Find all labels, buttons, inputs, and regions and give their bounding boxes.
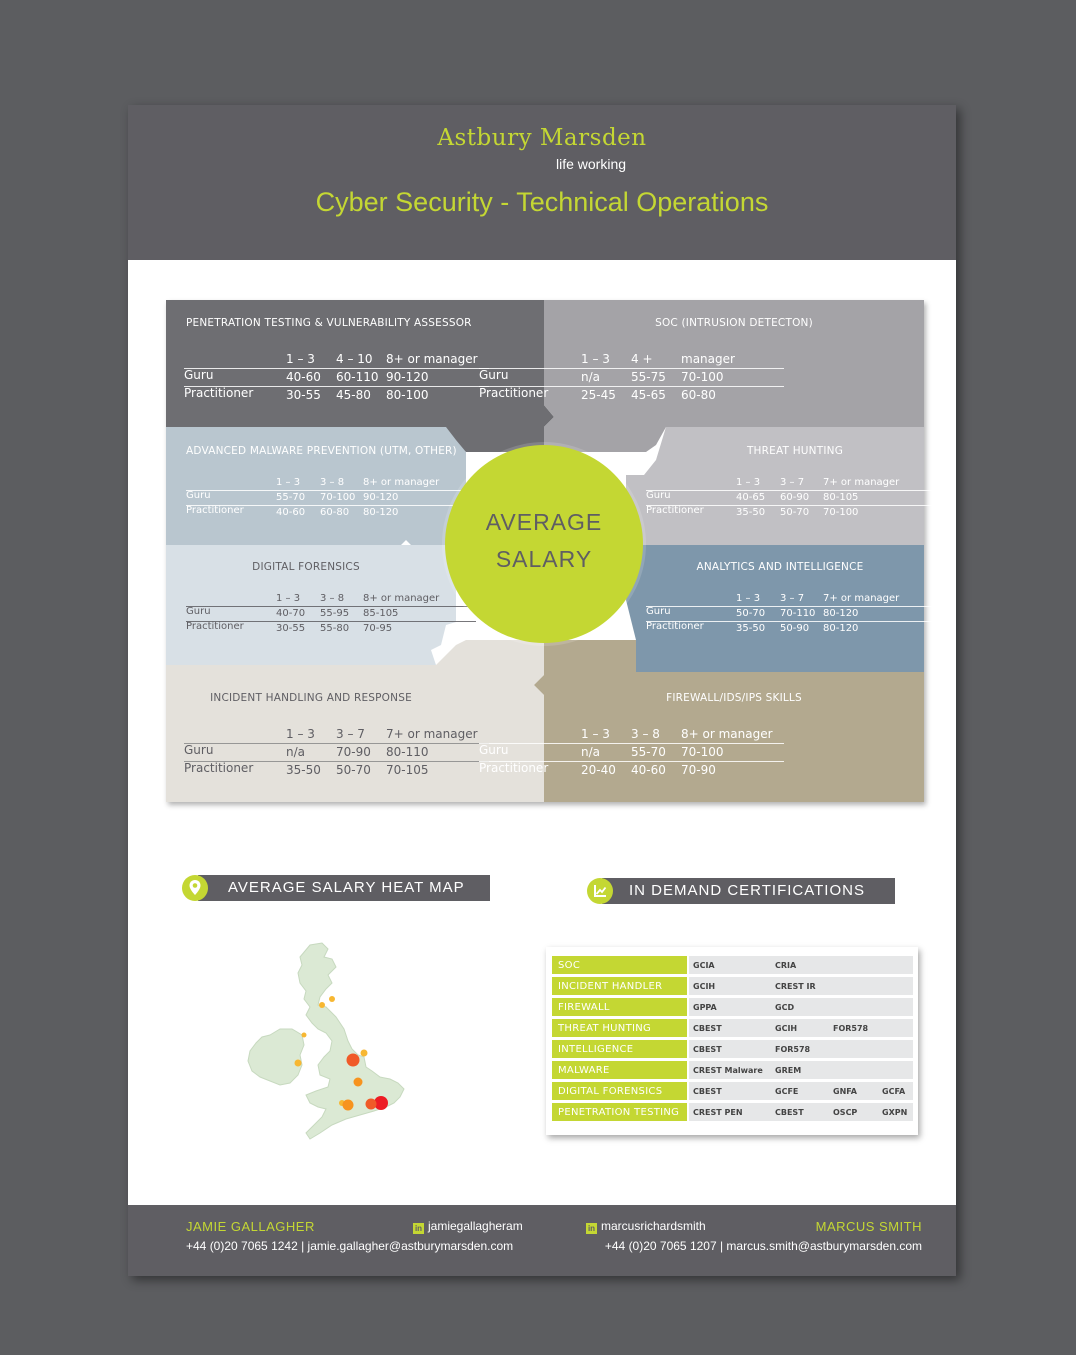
- ireland: [248, 1029, 304, 1085]
- linkedin-link-left[interactable]: [413, 1219, 523, 1234]
- salary-value: 70-110: [780, 608, 816, 619]
- salary-value: 60-90: [780, 492, 810, 503]
- cert-name: CRIA: [775, 961, 797, 970]
- cert-name: GCD: [775, 1003, 795, 1012]
- cert-role: INCIDENT HANDLER: [552, 977, 687, 995]
- table-row: [184, 763, 489, 781]
- panel-title: DIGITAL FORENSICS: [252, 561, 360, 573]
- cert-cells: [689, 956, 913, 974]
- salary-guide-page: [128, 105, 956, 1276]
- salary-value: 55-80: [320, 623, 350, 634]
- salary-value: 80-105: [823, 492, 859, 503]
- column-header: 1 – 3: [581, 727, 610, 741]
- table-row: [184, 388, 489, 406]
- certifications-table: [546, 947, 918, 1135]
- salary-value: 80-100: [386, 388, 429, 402]
- salary-value: 70-100: [681, 745, 724, 759]
- salary-value: 35-50: [736, 623, 766, 634]
- column-header: 3 – 8: [320, 593, 345, 604]
- salary-value: 25-45: [581, 388, 616, 402]
- linkedin-handle-right: marcusrichardsmith: [601, 1219, 706, 1233]
- salary-value: 50-70: [780, 507, 810, 518]
- panel-title: ANALYTICS AND INTELLIGENCE: [696, 561, 864, 573]
- page-title: Cyber Security - Technical Operations: [315, 187, 769, 217]
- table-rule: [479, 368, 784, 369]
- heatmap-heading: [198, 875, 490, 901]
- salary-table: [186, 593, 476, 642]
- cert-row: [552, 1040, 913, 1058]
- linkedin-link-right[interactable]: [586, 1219, 706, 1234]
- contact-name-left: JAMIE GALLAGHER: [186, 1219, 315, 1234]
- row-label: Guru: [479, 743, 509, 757]
- column-header: 1 – 3: [736, 477, 761, 488]
- cert-cells: [689, 1103, 913, 1121]
- salary-table: [479, 727, 784, 785]
- circle-line-1: AVERAGE: [485, 509, 603, 535]
- cert-row: [552, 956, 913, 974]
- cert-name: CBEST: [775, 1108, 804, 1117]
- cert-row: [552, 1019, 913, 1037]
- cert-name: GCIA: [693, 961, 715, 970]
- row-label: Practitioner: [184, 386, 254, 400]
- cert-role: THREAT HUNTING: [552, 1019, 687, 1037]
- salary-value: 70-95: [363, 623, 393, 634]
- cert-cells: [689, 1019, 913, 1037]
- row-label: Guru: [646, 490, 671, 501]
- table-rule: [186, 490, 476, 491]
- salary-value: n/a: [581, 370, 601, 384]
- hotspot-manchester: [347, 1054, 360, 1067]
- table-row: [479, 763, 784, 781]
- row-label: Guru: [186, 606, 211, 617]
- cert-cells: [689, 977, 913, 995]
- hotspot-leeds: [361, 1050, 368, 1057]
- table-rule: [186, 606, 476, 607]
- uk-heat-map: [240, 937, 410, 1147]
- hotspot-birmingham: [354, 1078, 363, 1087]
- salary-value: 70-90: [336, 745, 371, 759]
- average-salary-circle: [445, 445, 643, 643]
- cert-row: [552, 1103, 913, 1121]
- cert-name: CREST Malware: [693, 1066, 763, 1075]
- column-header: 8+ or manager: [363, 477, 440, 488]
- column-header: 3 – 8: [320, 477, 345, 488]
- column-header: 8+ or manager: [681, 727, 773, 741]
- salary-table: [646, 477, 936, 526]
- cert-name: OSCP: [833, 1108, 858, 1117]
- cert-role: INTELLIGENCE: [552, 1040, 687, 1058]
- cert-role: SOC: [552, 956, 687, 974]
- cert-row: [552, 1082, 913, 1100]
- row-label: Practitioner: [479, 386, 549, 400]
- salary-value: 55-95: [320, 608, 350, 619]
- cert-role: FIREWALL: [552, 998, 687, 1016]
- salary-value: n/a: [286, 745, 306, 759]
- salary-value: 70-100: [681, 370, 724, 384]
- cert-name: GNFA: [833, 1087, 857, 1096]
- chart-icon: [587, 878, 613, 904]
- salary-value: 30-55: [276, 623, 306, 634]
- hotspot-dublin: [295, 1060, 302, 1067]
- salary-table: [646, 593, 936, 642]
- salary-value: 35-50: [736, 507, 766, 518]
- column-header: 1 – 3: [581, 352, 610, 366]
- cert-name: GCIH: [693, 982, 716, 991]
- cert-name: GCFE: [775, 1087, 799, 1096]
- salary-value: 40-65: [736, 492, 766, 503]
- row-label: Practitioner: [646, 505, 704, 516]
- cert-name: GPPA: [693, 1003, 717, 1012]
- cert-name: GREM: [775, 1066, 802, 1075]
- column-header: 1 – 3: [286, 352, 315, 366]
- column-header: 1 – 3: [736, 593, 761, 604]
- salary-value: 45-65: [631, 388, 666, 402]
- salary-value: 70-100: [320, 492, 356, 503]
- salary-table: [184, 352, 489, 410]
- salary-value: 60-80: [320, 507, 350, 518]
- row-label: Guru: [479, 368, 509, 382]
- table-rule: [184, 743, 489, 744]
- column-header: 7+ or manager: [823, 477, 900, 488]
- hotspot-belfast: [302, 1033, 307, 1038]
- row-label: Guru: [186, 490, 211, 501]
- contact-details-left: +44 (0)20 7065 1242 | jamie.gallagher@astburymarsden.com: [186, 1239, 514, 1253]
- salary-value: 90-120: [363, 492, 399, 503]
- salary-table: [184, 727, 489, 785]
- cert-row: [552, 998, 913, 1016]
- salary-value: 50-70: [736, 608, 766, 619]
- salary-value: 60-80: [681, 388, 716, 402]
- footer: [128, 1205, 956, 1276]
- column-header: 4 +: [631, 352, 653, 366]
- cert-name: GCIH: [775, 1024, 798, 1033]
- cert-role: PENETRATION TESTING: [552, 1103, 687, 1121]
- row-label: Practitioner: [186, 621, 244, 632]
- salary-value: 40-60: [276, 507, 306, 518]
- salary-value: 45-80: [336, 388, 371, 402]
- column-header: 1 – 3: [276, 593, 301, 604]
- salary-value: 80-110: [386, 745, 429, 759]
- cert-name: CBEST: [693, 1087, 722, 1096]
- circle-line-2: SALARY: [495, 546, 593, 572]
- certifications-heading: [602, 878, 895, 904]
- column-header: manager: [681, 352, 735, 366]
- table-rule: [646, 606, 936, 607]
- table-rule: [184, 368, 489, 369]
- salary-value: 35-50: [286, 763, 321, 777]
- cert-row: [552, 977, 913, 995]
- cert-name: GXPN: [882, 1108, 908, 1117]
- salary-value: n/a: [581, 745, 601, 759]
- salary-value: 55-70: [276, 492, 306, 503]
- column-header: 1 – 3: [286, 727, 315, 741]
- panel-title: ADVANCED MALWARE PREVENTION (UTM, OTHER): [186, 445, 457, 457]
- hotspot-london-west: [366, 1099, 377, 1110]
- brand-tagline: life working: [556, 156, 627, 172]
- table-row: [646, 507, 936, 522]
- cert-cells: [689, 1040, 913, 1058]
- salary-table: [479, 352, 784, 410]
- salary-value: 70-90: [681, 763, 716, 777]
- salary-value: 40-60: [286, 370, 321, 384]
- cert-name: CBEST: [693, 1024, 722, 1033]
- column-header: 3 – 7: [780, 593, 805, 604]
- salary-value: 80-120: [823, 623, 859, 634]
- salary-value: 55-70: [631, 745, 666, 759]
- salary-table: [186, 477, 476, 526]
- salary-value: 50-90: [780, 623, 810, 634]
- header-banner: [128, 105, 956, 260]
- salary-value: 85-105: [363, 608, 399, 619]
- salary-value: 70-100: [823, 507, 859, 518]
- salary-value: 40-60: [631, 763, 666, 777]
- cert-name: CREST PEN: [693, 1108, 743, 1117]
- cert-name: FOR578: [833, 1024, 869, 1033]
- hotspot-edinburgh: [329, 996, 335, 1002]
- salary-value: 60-110: [336, 370, 379, 384]
- panel-title: INCIDENT HANDLING AND RESPONSE: [210, 692, 412, 704]
- certifications-title: IN DEMAND CERTIFICATIONS: [629, 882, 865, 899]
- cert-name: FOR578: [775, 1045, 811, 1054]
- row-label: Practitioner: [184, 761, 254, 775]
- table-rule: [646, 490, 936, 491]
- column-header: 8+ or manager: [363, 593, 440, 604]
- panel-title: SOC (INTRUSION DETECTON): [655, 317, 813, 329]
- column-header: 3 – 8: [631, 727, 660, 741]
- row-label: Guru: [184, 368, 214, 382]
- table-rule: [479, 743, 784, 744]
- map-pin-icon: [182, 875, 208, 901]
- column-header: 8+ or manager: [386, 352, 478, 366]
- row-label: Guru: [184, 743, 214, 757]
- column-header: 7+ or manager: [386, 727, 478, 741]
- salary-value: 90-120: [386, 370, 429, 384]
- linkedin-icon: in: [587, 1224, 596, 1233]
- table-row: [646, 623, 936, 638]
- hotspot-glasgow: [319, 1002, 325, 1008]
- table-row: [186, 623, 476, 638]
- cert-role: MALWARE: [552, 1061, 687, 1079]
- row-label: Guru: [646, 606, 671, 617]
- cert-name: CREST IR: [775, 982, 816, 991]
- salary-value: 70-105: [386, 763, 429, 777]
- row-label: Practitioner: [479, 761, 549, 775]
- column-header: 7+ or manager: [823, 593, 900, 604]
- table-row: [186, 507, 476, 522]
- column-header: 3 – 7: [780, 477, 805, 488]
- salary-value: 40-70: [276, 608, 306, 619]
- cert-name: CBEST: [693, 1045, 722, 1054]
- cert-row: [552, 1061, 913, 1079]
- contact-details-right: +44 (0)20 7065 1207 | marcus.smith@astburymarsden.com: [604, 1239, 922, 1253]
- column-header: 4 – 10: [336, 352, 373, 366]
- cert-cells: [689, 998, 913, 1016]
- cert-cells: [689, 1082, 913, 1100]
- panel-title: PENETRATION TESTING & VULNERABILITY ASSESSOR: [186, 317, 472, 329]
- table-row: [479, 388, 784, 406]
- panel-title: THREAT HUNTING: [746, 445, 844, 457]
- linkedin-icon: in: [414, 1224, 423, 1233]
- heatmap-title: AVERAGE SALARY HEAT MAP: [228, 879, 465, 896]
- column-header: 1 – 3: [276, 477, 301, 488]
- cert-name: GCFA: [882, 1087, 906, 1096]
- salary-value: 50-70: [336, 763, 371, 777]
- row-label: Practitioner: [186, 505, 244, 516]
- linkedin-handle-left: jamiegallagheram: [428, 1219, 523, 1233]
- cert-role: DIGITAL FORENSICS: [552, 1082, 687, 1100]
- salary-value: 80-120: [823, 608, 859, 619]
- contact-name-right: MARCUS SMITH: [815, 1219, 922, 1234]
- salary-value: 80-120: [363, 507, 399, 518]
- row-label: Practitioner: [646, 621, 704, 632]
- column-header: 3 – 7: [336, 727, 365, 741]
- hotspot-reading: [343, 1100, 354, 1111]
- salary-value: 55-75: [631, 370, 666, 384]
- salary-value: 20-40: [581, 763, 616, 777]
- panel-title: FIREWALL/IDS/IPS SKILLS: [666, 692, 802, 704]
- cert-cells: [689, 1061, 913, 1079]
- brand-logo: Astbury Marsden: [437, 125, 647, 151]
- salary-value: 30-55: [286, 388, 321, 402]
